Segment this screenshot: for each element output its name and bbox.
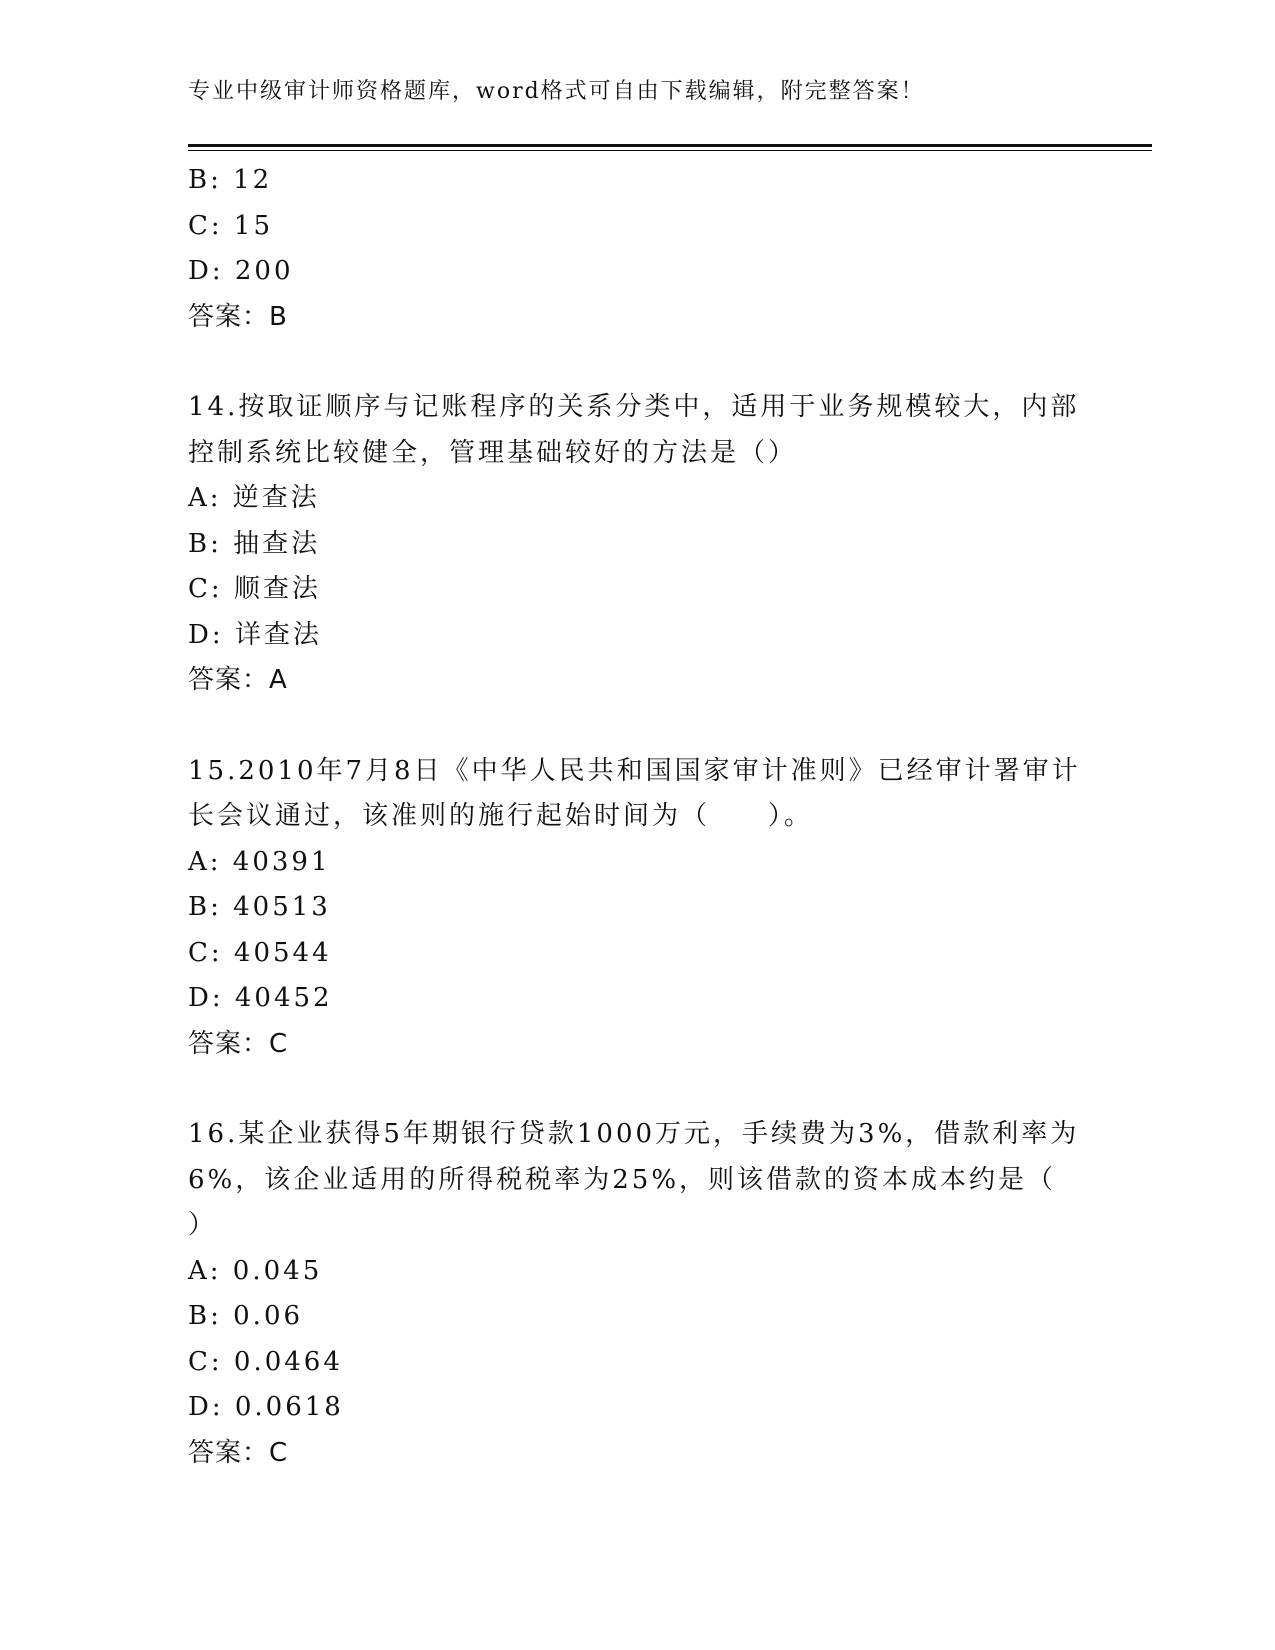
answer-line: 答案：C [188,1437,289,1468]
option-c: C: 顺查法 [188,574,321,604]
option-b: B: 40513 [188,892,331,922]
option-c: C: 40544 [188,937,332,968]
question-16 [188,1112,1088,1476]
option-d: D: 200 [188,256,294,286]
answer-line: 答案：C [188,1028,289,1059]
question-text-line: 长会议通过，该准则的施行起始时间为（ ）。 [188,801,814,831]
option-a: A: 40391 [188,846,331,877]
question-14 [188,385,1088,704]
question-15 [188,749,1088,1068]
answer-line: 答案：A [188,665,288,695]
header-divider [188,144,1152,147]
page-header: 专业中级审计师资格题库，word格式可自由下载编辑，附完整答案！ [188,79,925,104]
option-a: A: 逆查法 [188,483,320,513]
question-text-line: 控制系统比较健全，管理基础较好的方法是（） [188,437,798,468]
question-text-line: ） [188,1210,218,1240]
option-c: C: 0.0464 [188,1346,343,1377]
question-block-continued [188,158,1088,340]
question-text-line: 6%，该企业适用的所得税税率为25%，则该借款的资本成本约是（ [188,1164,1057,1195]
question-text-line: 15.2010年7月8日《中华人民共和国国家审计准则》已经审计署审计 [188,755,1081,786]
option-c: C: 15 [188,210,274,241]
option-b: B: 0.06 [188,1301,304,1331]
question-text-line: 14.按取证顺序与记账程序的关系分类中，适用于业务规模较大，内部 [188,392,1080,422]
option-d: D: 详查法 [188,619,322,650]
option-a: A: 0.045 [188,1255,323,1286]
header-divider-thin [188,150,1152,151]
option-b: B: 抽查法 [188,528,321,559]
question-text-line: 16.某企业获得5年期银行贷款1000万元，手续费为3%，借款利率为 [188,1119,1080,1149]
option-b: B: 12 [188,165,273,195]
option-d: D: 40452 [188,983,333,1013]
document-body [188,158,1088,1476]
answer-line: 答案：B [188,301,288,332]
option-d: D: 0.0618 [188,1392,344,1422]
